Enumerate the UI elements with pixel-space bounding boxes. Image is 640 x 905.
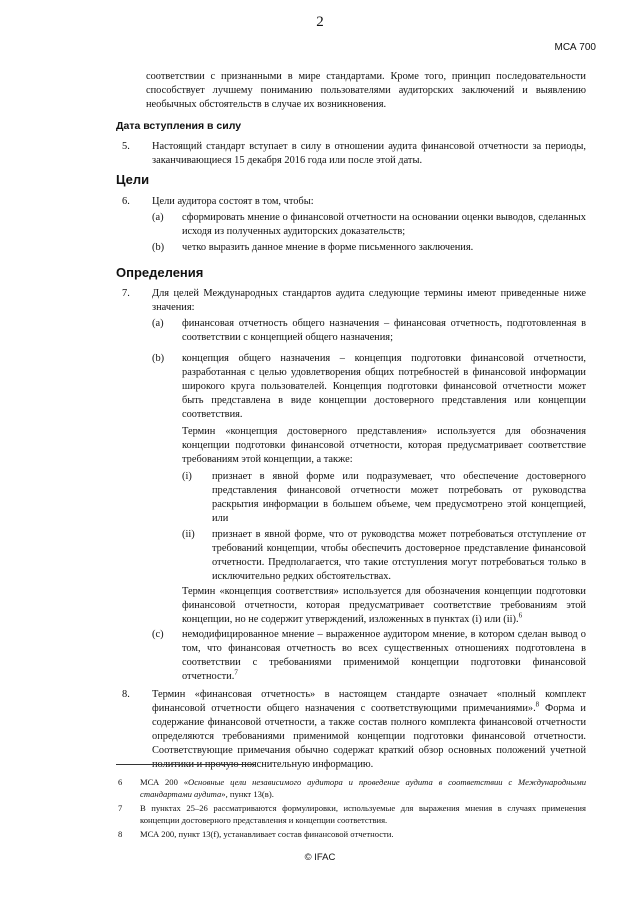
objective-a-label: (a) [152,212,164,223]
objective-a-text: сформировать мнение о финансовой отчетности на основании оценки выводов, сделанных исходя из полученных аудиторских доказательств; [182,212,586,237]
paragraph-number-7: 7. [122,288,130,299]
footnote-separator [116,764,256,765]
footnote-6-title: Основные цели независимого аудитора и проведение аудита в соответствии с Международными стандартами аудита [140,777,586,799]
clause-ii-text: признает в явной форме, что от руководства может потребоваться отступление от требований концепции, чтобы обеспечить достоверное представление финансовой отчетности. Предполагается, что такие отступления могут потребоваться только в исключительно редких обстоятельствах. [212,529,586,582]
footnote-7-text: В пунктах 25–26 рассматриваются формулировки, используемые для выражения мнения в случаях применения концепции достоверного представления и концепции соответствия. [140,803,586,825]
heading-definitions: Определения [116,265,204,280]
footnote-6-prefix: МСА 200 « [140,777,189,787]
clause-ii-label: (ii) [182,529,195,540]
definition-b-text: концепция общего назначения – концепция подготовки финансовой отчетности, разработанная с целью удовлетворения общих потребностей в финансовой информации широкого круга пользователей. Концепция подготовки финансовой отчетности может быть представлена в виде концепции достоверного представления или концепции соответствия. [182,353,586,420]
definition-a-text: финансовая отчетность общего назначения – финансовая отчетность, подготовленная в соответствии с концепцией общего назначения; [182,318,586,343]
footnote-8-mark: 8 [118,829,123,839]
definition-c-label: (c) [152,629,164,640]
footnote-6-text [140,776,586,800]
objective-b-text: четко выразить данное мнение в форме письменного заключения. [182,242,474,253]
copyright-footer: © IFAC [304,852,336,863]
paragraph-5-text: Настоящий стандарт вступает в силу в отношении аудита финансовой отчетности за периоды, заканчивающиеся 15 декабря 2016 года или после этой даты. [152,141,586,166]
compliance-framework-paragraph [182,585,586,627]
intro-paragraph: соответствии с признанными в мире стандартами. Кроме того, принцип последовательности способствует лучшему пониманию пользователями аудиторских заключений и выявлению необычных обстоятельств в случае их возникновения. [146,71,586,110]
clause-i-text: признает в явной форме или подразумевает, что обеспечение достоверного представления финансовой отчетности может потребовать от руководства раскрытия информации в большем объеме, чем предусмотрено этой концепцией, или [212,471,586,524]
footnote-ref-8[interactable]: 8 [535,700,540,709]
footnote-ref-6[interactable]: 6 [518,611,523,620]
paragraph-8 [152,688,586,772]
footnote-6-mark: 6 [118,777,123,787]
definition-b-label: (b) [152,353,165,364]
footnote-7-mark: 7 [118,803,123,813]
definition-c-text: немодифицированное мнение – выраженное аудитором мнение, в котором сделан вывод о том, что финансовая отчетность во всех существенных отношениях подготовлена в соответствии с требованиями применимой концепции подготовки финансовой отчетности. [182,629,586,682]
standard-code: МСА 700 [554,42,596,53]
page-number: 2 [316,14,324,30]
heading-objectives: Цели [116,172,150,187]
paragraph-8-text-a: Термин «финансовая отчетность» в настоящем стандарте означает «полный комплект финансовой отчетности общего назначения с соответствующими примечаниями». [152,689,586,714]
paragraph-number-8: 8. [122,689,130,700]
footnote-6-suffix: », пункт 13(в). [221,789,274,799]
paragraph-number-6: 6. [122,196,130,207]
paragraph-number-5: 5. [122,141,130,152]
footnote-ref-7[interactable]: 7 [234,668,238,677]
definition-a-label: (a) [152,318,164,329]
paragraph-7-text: Для целей Международных стандартов аудита следующие термины имеют приведенные ниже значения: [152,288,586,313]
compliance-framework-text: Термин «концепция соответствия» используется для обозначения концепции подготовки финансовой отчетности, которая предусматривает соответствие требованиям этой концепции, но не содержит утверждений, изложенных в пунктах (i) или (ii). [182,586,586,625]
footnote-8-text: МСА 200, пункт 13(f), устанавливает состав финансовой отчетности. [140,829,394,839]
paragraph-6-text: Цели аудитора состоят в том, чтобы: [152,196,314,207]
fair-presentation-paragraph: Термин «концепция достоверного представления» используется для обозначения концепции подготовки финансовой отчетности, которая предусматривает соответствие требованиям этой концепции, а также: [182,426,586,465]
objective-b-label: (b) [152,242,165,253]
clause-i-label: (i) [182,471,192,482]
definition-c-paragraph [182,628,586,684]
paragraph-8-text-b: Форма и содержание финансовой отчетности, а также состав полного комплекта финансовой отчетности определяются требованиями применимой концепции подготовки финансовой отчетности. Соответствующие примечания обычно содержат краткий обзор основных положений учетной политики и прочую пояснительную информацию. [152,703,586,770]
heading-effective-date: Дата вступления в силу [116,120,242,132]
